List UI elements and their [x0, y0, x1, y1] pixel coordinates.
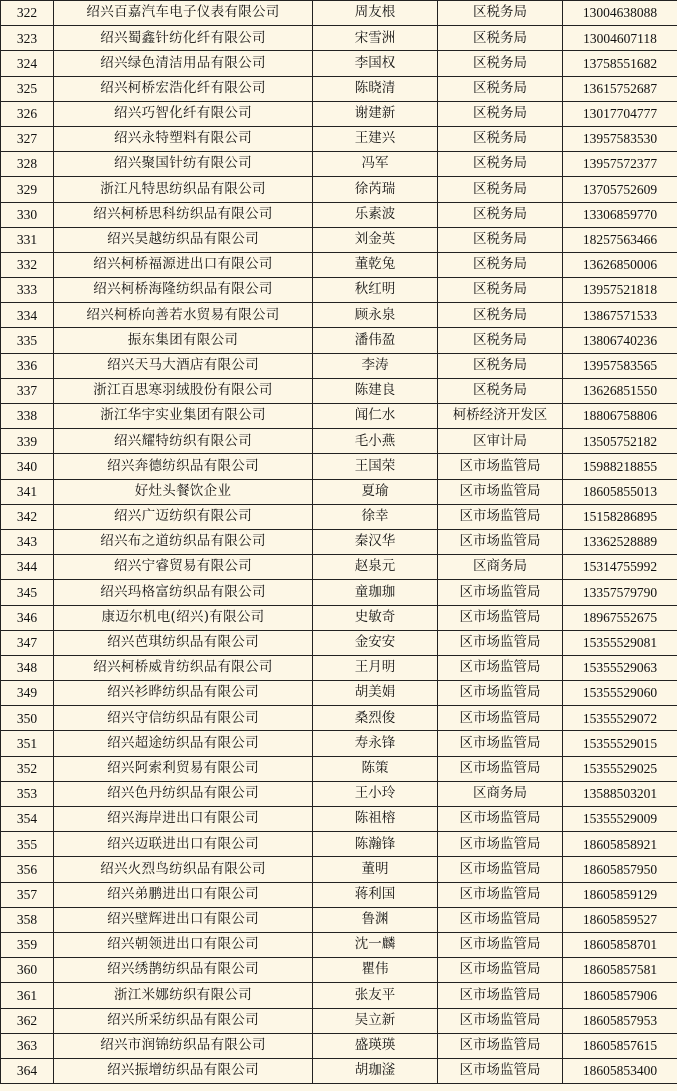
contact-person-cell: 董明	[313, 857, 438, 882]
department-cell: 区市场监管局	[438, 983, 563, 1008]
row-number-cell: 323	[1, 26, 54, 51]
contact-person-cell: 瞿伟	[313, 958, 438, 983]
row-number-cell: 337	[1, 378, 54, 403]
row-number-cell: 364	[1, 1058, 54, 1083]
phone-cell: 13588503201	[563, 781, 677, 806]
table-row	[1, 454, 677, 479]
phone-cell: 18605858701	[563, 932, 677, 957]
row-number-cell: 322	[1, 1, 54, 26]
phone-cell: 15355529009	[563, 807, 677, 832]
company-name-cell: 绍兴柯桥海隆纺织品有限公司	[54, 278, 313, 303]
phone-cell: 13705752609	[563, 177, 677, 202]
phone-cell: 18605857906	[563, 983, 677, 1008]
row-number-cell: 324	[1, 51, 54, 76]
row-number-cell: 344	[1, 555, 54, 580]
phone-cell: 13957521818	[563, 278, 677, 303]
phone-cell: 13758551682	[563, 51, 677, 76]
company-name-cell: 绍兴柯桥威肯纺织品有限公司	[54, 655, 313, 680]
company-name-cell: 绍兴宁睿贸易有限公司	[54, 555, 313, 580]
row-number-cell: 336	[1, 353, 54, 378]
table-row	[1, 328, 677, 353]
table-row	[1, 227, 677, 252]
contact-person-cell: 胡珈滏	[313, 1058, 438, 1083]
department-cell: 区市场监管局	[438, 832, 563, 857]
company-name-cell: 绍兴色丹纺织品有限公司	[54, 781, 313, 806]
row-number-cell: 361	[1, 983, 54, 1008]
contact-person-cell: 寿永锋	[313, 731, 438, 756]
contact-person-cell: 徐芮瑞	[313, 177, 438, 202]
contact-person-cell: 陈建良	[313, 378, 438, 403]
row-number-cell: 353	[1, 781, 54, 806]
company-name-cell: 绍兴振增纺织品有限公司	[54, 1058, 313, 1083]
contact-person-cell: 桑烈俊	[313, 706, 438, 731]
table-row	[1, 479, 677, 504]
phone-cell: 13626850006	[563, 252, 677, 277]
department-cell: 区税务局	[438, 152, 563, 177]
company-name-cell: 绍兴阿索利贸易有限公司	[54, 756, 313, 781]
contact-person-cell: 王国荣	[313, 454, 438, 479]
department-cell: 区商务局	[438, 781, 563, 806]
department-cell: 区市场监管局	[438, 529, 563, 554]
company-name-cell: 绍兴聚国针纺有限公司	[54, 152, 313, 177]
department-cell: 区税务局	[438, 51, 563, 76]
department-cell: 区税务局	[438, 328, 563, 353]
phone-cell: 15355529063	[563, 655, 677, 680]
company-name-cell: 绍兴巧智化纤有限公司	[54, 101, 313, 126]
company-name-cell: 绍兴芭琪纺织品有限公司	[54, 630, 313, 655]
contact-person-cell: 周友根	[313, 1, 438, 26]
company-name-cell: 绍兴市润锦纺织品有限公司	[54, 1033, 313, 1058]
company-name-cell: 振东集团有限公司	[54, 328, 313, 353]
phone-cell: 13957583530	[563, 126, 677, 151]
contact-person-cell: 沈一麟	[313, 932, 438, 957]
department-cell: 区市场监管局	[438, 756, 563, 781]
company-name-cell: 绍兴柯桥宏浩化纤有限公司	[54, 76, 313, 101]
contact-person-cell: 张友平	[313, 983, 438, 1008]
company-name-cell: 绍兴耀特纺织有限公司	[54, 429, 313, 454]
company-name-cell: 绍兴永特塑料有限公司	[54, 126, 313, 151]
contact-person-cell: 赵泉元	[313, 555, 438, 580]
department-cell: 区市场监管局	[438, 681, 563, 706]
table-row	[1, 580, 677, 605]
phone-cell: 13867571533	[563, 303, 677, 328]
row-number-cell: 363	[1, 1033, 54, 1058]
table-row	[1, 353, 677, 378]
phone-cell: 13957583565	[563, 353, 677, 378]
phone-cell: 15158286895	[563, 504, 677, 529]
table-row	[1, 378, 677, 403]
table-row	[1, 504, 677, 529]
department-cell: 区市场监管局	[438, 454, 563, 479]
row-number-cell: 346	[1, 605, 54, 630]
department-cell: 区税务局	[438, 303, 563, 328]
table-row	[1, 1008, 677, 1033]
table-row	[1, 252, 677, 277]
table-row	[1, 555, 677, 580]
company-name-cell: 绍兴火烈鸟纺织品有限公司	[54, 857, 313, 882]
table-row	[1, 177, 677, 202]
contact-person-cell: 顾永泉	[313, 303, 438, 328]
phone-cell: 15988218855	[563, 454, 677, 479]
department-cell: 区市场监管局	[438, 504, 563, 529]
phone-cell: 15355529015	[563, 731, 677, 756]
contact-person-cell: 蒋利国	[313, 882, 438, 907]
department-cell: 区市场监管局	[438, 1033, 563, 1058]
department-cell: 区市场监管局	[438, 932, 563, 957]
contact-person-cell: 李涛	[313, 353, 438, 378]
table-row	[1, 404, 677, 429]
row-number-cell: 334	[1, 303, 54, 328]
contact-person-cell: 毛小燕	[313, 429, 438, 454]
company-name-cell: 绍兴昊越纺织品有限公司	[54, 227, 313, 252]
department-cell: 区税务局	[438, 278, 563, 303]
department-cell: 区市场监管局	[438, 907, 563, 932]
contact-person-cell: 童珈珈	[313, 580, 438, 605]
row-number-cell: 358	[1, 907, 54, 932]
table-row	[1, 126, 677, 151]
company-name-cell: 绍兴守信纺织品有限公司	[54, 706, 313, 731]
row-number-cell: 335	[1, 328, 54, 353]
company-name-cell: 绍兴绿色清洁用品有限公司	[54, 51, 313, 76]
row-number-cell: 362	[1, 1008, 54, 1033]
table-row	[1, 756, 677, 781]
department-cell: 区税务局	[438, 227, 563, 252]
table-row	[1, 202, 677, 227]
contact-person-cell: 盛瑛瑛	[313, 1033, 438, 1058]
table-row	[1, 152, 677, 177]
company-name-cell: 绍兴玛格富纺织品有限公司	[54, 580, 313, 605]
phone-cell: 18967552675	[563, 605, 677, 630]
row-number-cell: 357	[1, 882, 54, 907]
department-cell: 区市场监管局	[438, 580, 563, 605]
phone-cell: 13806740236	[563, 328, 677, 353]
table-row	[1, 51, 677, 76]
row-number-cell: 351	[1, 731, 54, 756]
department-cell: 区市场监管局	[438, 958, 563, 983]
contact-person-cell: 乐素波	[313, 202, 438, 227]
phone-cell: 18257563466	[563, 227, 677, 252]
company-name-cell: 绍兴衫晔纺织品有限公司	[54, 681, 313, 706]
row-number-cell: 355	[1, 832, 54, 857]
row-number-cell: 330	[1, 202, 54, 227]
row-number-cell: 342	[1, 504, 54, 529]
table-row	[1, 529, 677, 554]
company-name-cell: 绍兴百嘉汽车电子仪表有限公司	[54, 1, 313, 26]
company-name-cell: 浙江百思寒羽绒股份有限公司	[54, 378, 313, 403]
row-number-cell: 328	[1, 152, 54, 177]
table-row	[1, 630, 677, 655]
phone-cell: 13615752687	[563, 76, 677, 101]
department-cell: 区市场监管局	[438, 882, 563, 907]
contact-person-cell: 夏瑜	[313, 479, 438, 504]
row-number-cell: 329	[1, 177, 54, 202]
contact-person-cell: 陈瀚锋	[313, 832, 438, 857]
department-cell: 区市场监管局	[438, 706, 563, 731]
department-cell: 区税务局	[438, 378, 563, 403]
department-cell: 区市场监管局	[438, 605, 563, 630]
department-cell: 区税务局	[438, 76, 563, 101]
company-name-cell: 绍兴柯桥福源进出口有限公司	[54, 252, 313, 277]
contact-person-cell: 冯军	[313, 152, 438, 177]
department-cell: 柯桥经济开发区	[438, 404, 563, 429]
department-cell: 区税务局	[438, 202, 563, 227]
table-row	[1, 706, 677, 731]
table-row	[1, 958, 677, 983]
row-number-cell: 338	[1, 404, 54, 429]
company-name-cell: 绍兴迈联进出口有限公司	[54, 832, 313, 857]
company-name-cell: 绍兴超途纺织品有限公司	[54, 731, 313, 756]
table-row	[1, 781, 677, 806]
phone-cell: 15355529081	[563, 630, 677, 655]
company-name-cell: 绍兴柯桥思科纺织品有限公司	[54, 202, 313, 227]
company-name-cell: 绍兴柯桥向善若水贸易有限公司	[54, 303, 313, 328]
row-number-cell: 325	[1, 76, 54, 101]
company-name-cell: 浙江华宇实业集团有限公司	[54, 404, 313, 429]
table-row	[1, 76, 677, 101]
table-row	[1, 832, 677, 857]
row-number-cell: 352	[1, 756, 54, 781]
department-cell: 区税务局	[438, 252, 563, 277]
contact-person-cell: 秦汉华	[313, 529, 438, 554]
contact-person-cell: 徐幸	[313, 504, 438, 529]
table-body	[1, 1, 677, 1084]
contact-person-cell: 胡美娟	[313, 681, 438, 706]
table-row	[1, 857, 677, 882]
phone-cell: 13017704777	[563, 101, 677, 126]
phone-cell: 18605853400	[563, 1058, 677, 1083]
phone-cell: 18605855013	[563, 479, 677, 504]
phone-cell: 15314755992	[563, 555, 677, 580]
phone-cell: 13357579790	[563, 580, 677, 605]
row-number-cell: 354	[1, 807, 54, 832]
phone-cell: 15355529060	[563, 681, 677, 706]
phone-cell: 18605859129	[563, 882, 677, 907]
contact-person-cell: 宋雪洲	[313, 26, 438, 51]
row-number-cell: 350	[1, 706, 54, 731]
department-cell: 区市场监管局	[438, 731, 563, 756]
contact-person-cell: 吴立新	[313, 1008, 438, 1033]
company-name-cell: 绍兴布之道纺织品有限公司	[54, 529, 313, 554]
contact-person-cell: 陈策	[313, 756, 438, 781]
table-row	[1, 807, 677, 832]
row-number-cell: 343	[1, 529, 54, 554]
row-number-cell: 345	[1, 580, 54, 605]
row-number-cell: 341	[1, 479, 54, 504]
phone-cell: 18605859527	[563, 907, 677, 932]
row-number-cell: 326	[1, 101, 54, 126]
phone-cell: 18605858921	[563, 832, 677, 857]
phone-cell: 18605857581	[563, 958, 677, 983]
phone-cell: 18605857615	[563, 1033, 677, 1058]
contact-person-cell: 陈祖榕	[313, 807, 438, 832]
row-number-cell: 347	[1, 630, 54, 655]
department-cell: 区市场监管局	[438, 1008, 563, 1033]
contact-person-cell: 董乾兔	[313, 252, 438, 277]
department-cell: 区市场监管局	[438, 655, 563, 680]
table-row	[1, 731, 677, 756]
company-name-cell: 绍兴壁辉进出口有限公司	[54, 907, 313, 932]
row-number-cell: 339	[1, 429, 54, 454]
company-name-cell: 康迈尔机电(绍兴)有限公司	[54, 605, 313, 630]
row-number-cell: 333	[1, 278, 54, 303]
department-cell: 区审计局	[438, 429, 563, 454]
department-cell: 区商务局	[438, 555, 563, 580]
phone-cell: 13505752182	[563, 429, 677, 454]
company-name-cell: 好灶头餐饮企业	[54, 479, 313, 504]
contact-person-cell: 闻仁水	[313, 404, 438, 429]
company-name-cell: 浙江米娜纺织有限公司	[54, 983, 313, 1008]
contact-person-cell: 王建兴	[313, 126, 438, 151]
company-name-cell: 绍兴天马大酒店有限公司	[54, 353, 313, 378]
contact-person-cell: 陈晓清	[313, 76, 438, 101]
phone-cell: 15355529072	[563, 706, 677, 731]
table-row	[1, 655, 677, 680]
department-cell: 区市场监管局	[438, 479, 563, 504]
phone-cell: 18806758806	[563, 404, 677, 429]
table-row	[1, 681, 677, 706]
contact-person-cell: 王小玲	[313, 781, 438, 806]
contact-person-cell: 金安安	[313, 630, 438, 655]
row-number-cell: 348	[1, 655, 54, 680]
department-cell: 区市场监管局	[438, 630, 563, 655]
contact-person-cell: 潘伟盈	[313, 328, 438, 353]
table-row	[1, 429, 677, 454]
row-number-cell: 340	[1, 454, 54, 479]
department-cell: 区市场监管局	[438, 1058, 563, 1083]
department-cell: 区税务局	[438, 177, 563, 202]
department-cell: 区税务局	[438, 101, 563, 126]
row-number-cell: 327	[1, 126, 54, 151]
table-row	[1, 932, 677, 957]
contact-person-cell: 刘金英	[313, 227, 438, 252]
table-row	[1, 605, 677, 630]
company-name-cell: 绍兴海岸进出口有限公司	[54, 807, 313, 832]
company-name-cell: 绍兴朝领进出口有限公司	[54, 932, 313, 957]
row-number-cell: 349	[1, 681, 54, 706]
row-number-cell: 356	[1, 857, 54, 882]
phone-cell: 13626851550	[563, 378, 677, 403]
department-cell: 区税务局	[438, 353, 563, 378]
phone-cell: 13306859770	[563, 202, 677, 227]
department-cell: 区税务局	[438, 26, 563, 51]
row-number-cell: 359	[1, 932, 54, 957]
table-row	[1, 101, 677, 126]
department-cell: 区税务局	[438, 1, 563, 26]
contact-person-cell: 王月明	[313, 655, 438, 680]
phone-cell: 13004607118	[563, 26, 677, 51]
company-name-cell: 绍兴蜀鑫针纺化纤有限公司	[54, 26, 313, 51]
contact-person-cell: 谢建新	[313, 101, 438, 126]
company-name-cell: 绍兴奔德纺织品有限公司	[54, 454, 313, 479]
row-number-cell: 360	[1, 958, 54, 983]
department-cell: 区市场监管局	[438, 857, 563, 882]
table-row	[1, 26, 677, 51]
department-cell: 区税务局	[438, 126, 563, 151]
company-name-cell: 绍兴弟鹏进出口有限公司	[54, 882, 313, 907]
phone-cell: 13957572377	[563, 152, 677, 177]
company-name-cell: 绍兴绣鹊纺织品有限公司	[54, 958, 313, 983]
table-row	[1, 1, 677, 26]
contact-person-cell: 秋红明	[313, 278, 438, 303]
phone-cell: 13362528889	[563, 529, 677, 554]
row-number-cell: 331	[1, 227, 54, 252]
company-name-cell: 浙江凡特思纺织品有限公司	[54, 177, 313, 202]
contact-person-cell: 史敏奇	[313, 605, 438, 630]
row-number-cell: 332	[1, 252, 54, 277]
contact-person-cell: 鲁渊	[313, 907, 438, 932]
table-row	[1, 1058, 677, 1083]
department-cell: 区市场监管局	[438, 807, 563, 832]
table-row	[1, 1033, 677, 1058]
company-name-cell: 绍兴所采纺织品有限公司	[54, 1008, 313, 1033]
phone-cell: 15355529025	[563, 756, 677, 781]
phone-cell: 18605857953	[563, 1008, 677, 1033]
phone-cell: 13004638088	[563, 1, 677, 26]
table-row	[1, 882, 677, 907]
table-row	[1, 278, 677, 303]
company-name-cell: 绍兴广迈纺织有限公司	[54, 504, 313, 529]
contact-person-cell: 李国权	[313, 51, 438, 76]
table-row	[1, 983, 677, 1008]
table-row	[1, 907, 677, 932]
table-row	[1, 303, 677, 328]
phone-cell: 18605857950	[563, 857, 677, 882]
